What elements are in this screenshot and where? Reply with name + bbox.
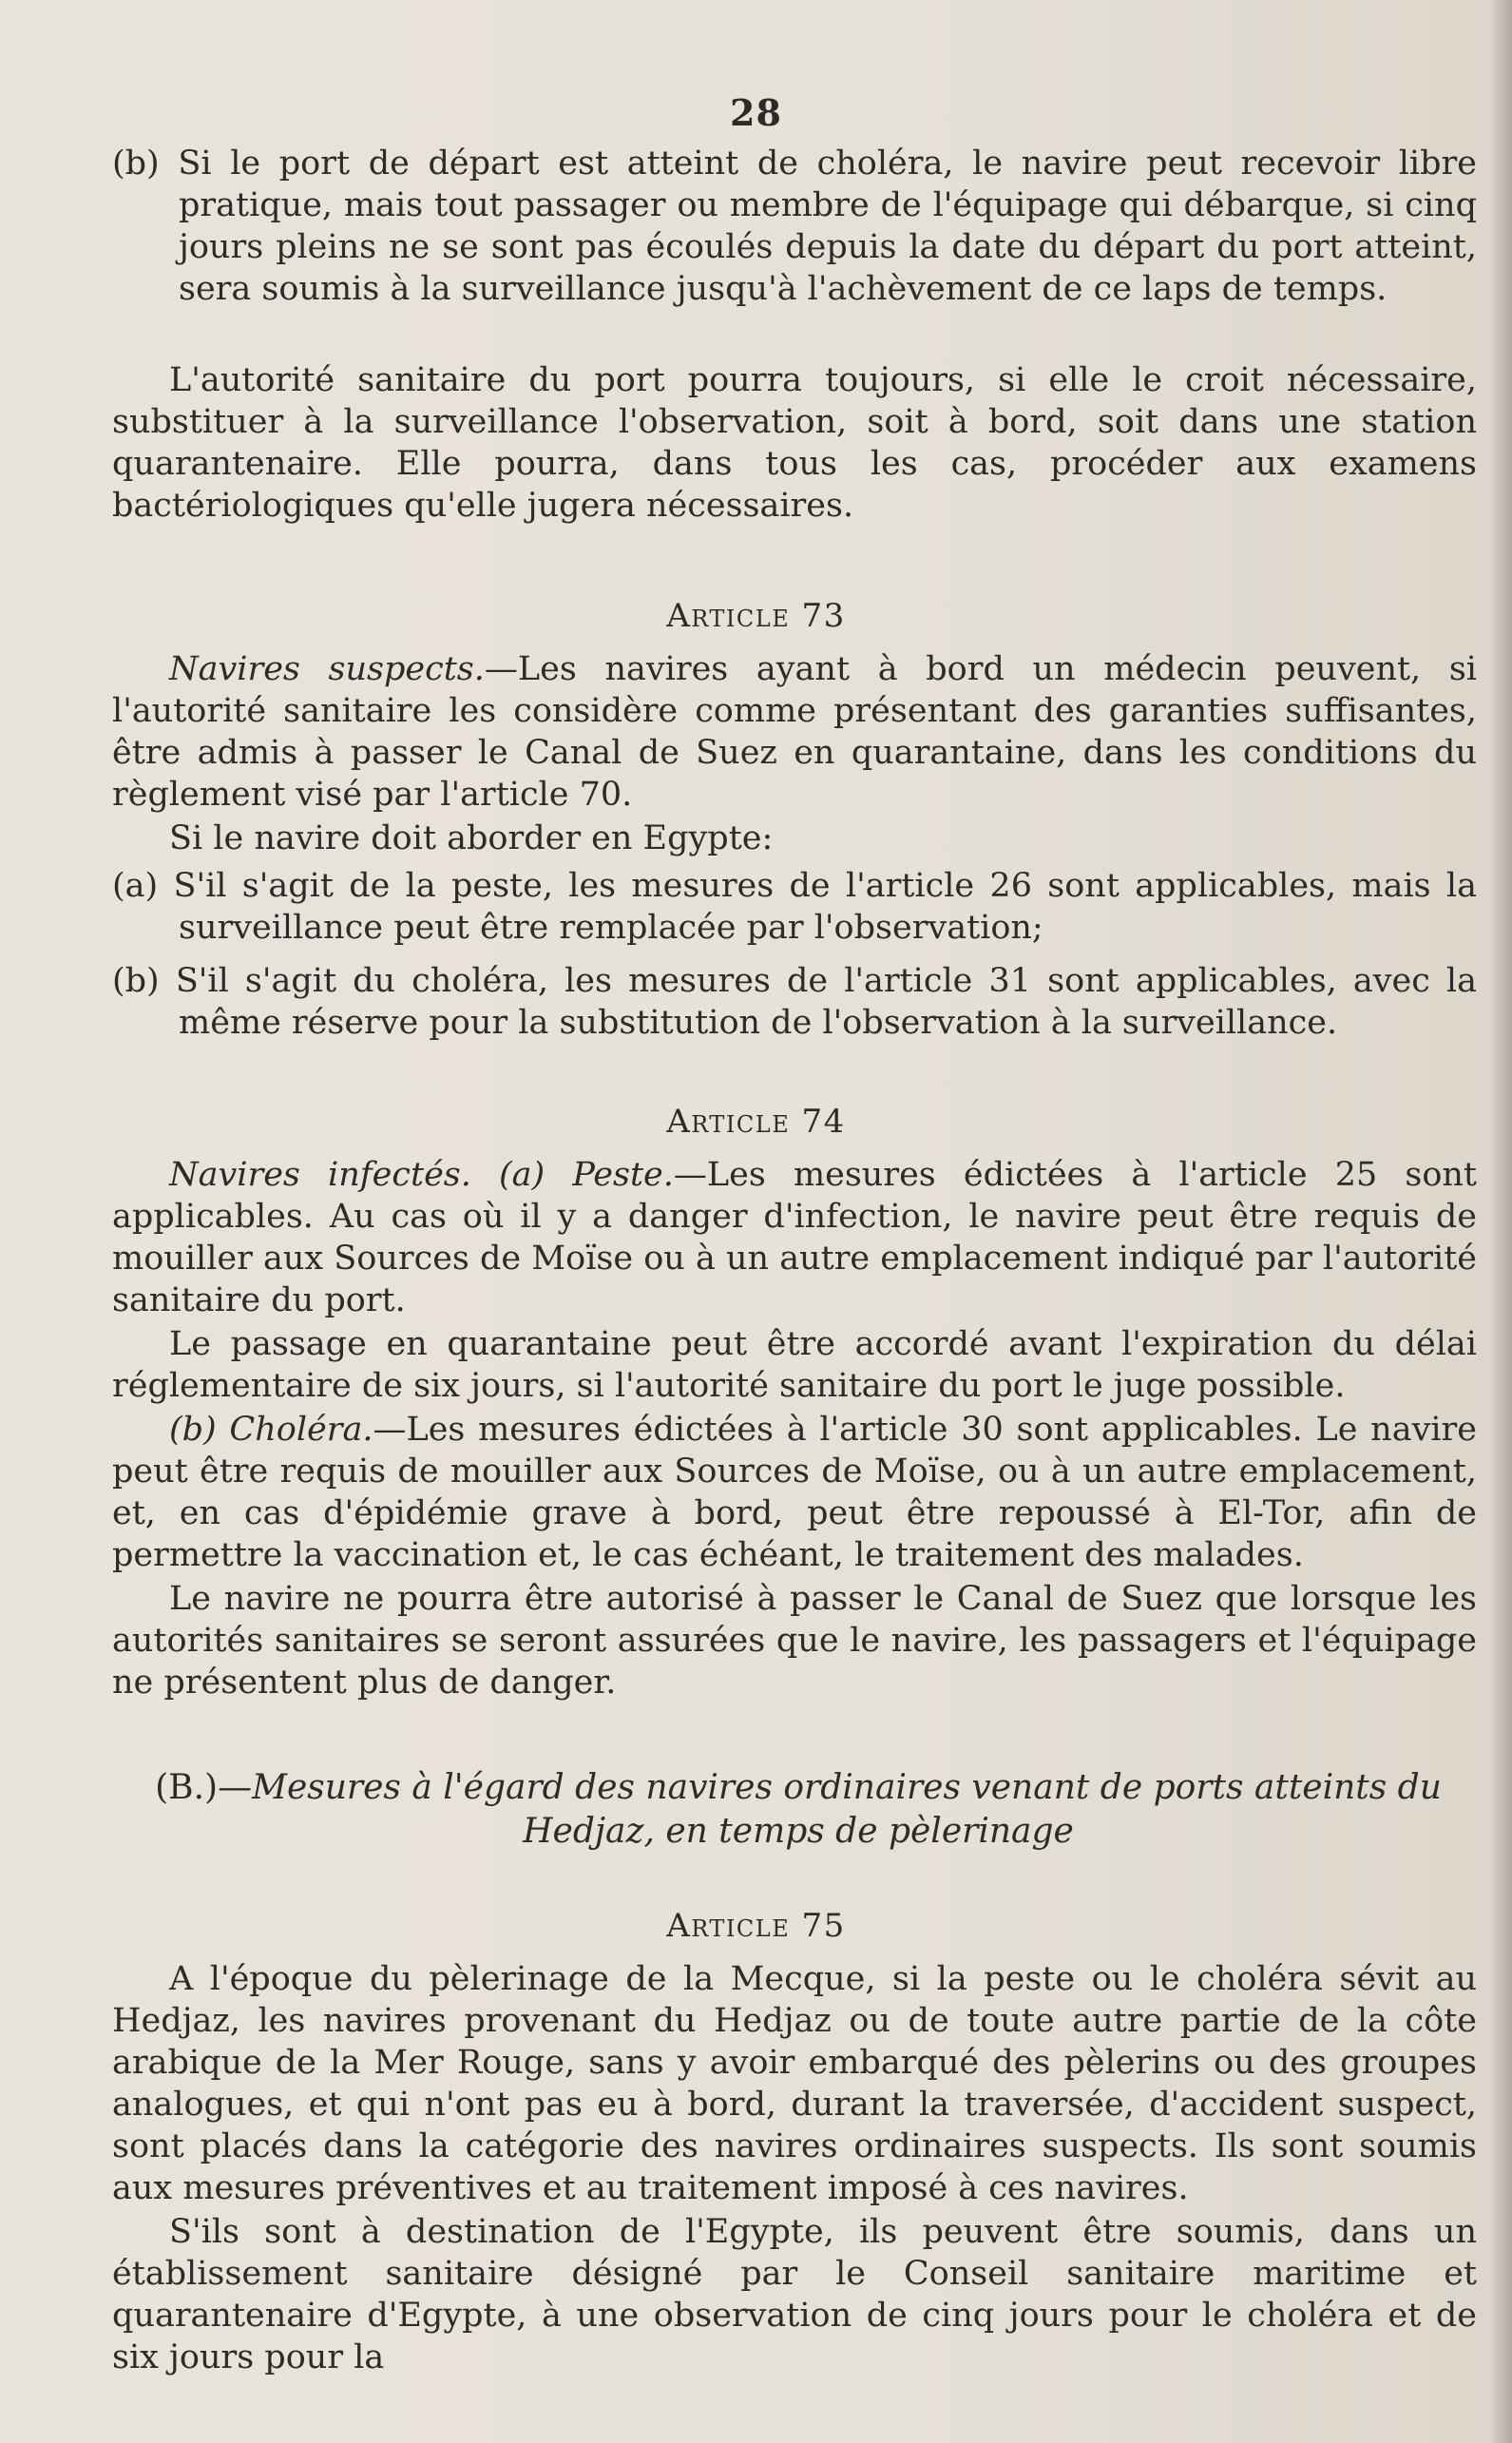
paragraph-sub-lead: (b) Choléra. (169, 1411, 373, 1449)
paragraph-cholera-departure (112, 143, 1477, 310)
paragraph-infected-ships (112, 1154, 1477, 1321)
paragraph-lead: Navires suspects. (169, 650, 485, 688)
article-75-heading: Article 75 (666, 1907, 846, 1945)
article-73-heading: Article 73 (666, 597, 846, 635)
paragraph-pilgrimage-period (112, 1958, 1477, 2209)
paragraph-text: A l'époque du pèlerinage de la Mecque, si la peste ou le choléra sévit au Hedjaz, les navires provenant du Hedjaz ou de toute autre partie de la côte arabique de la Mer Rouge, sans y avoir embarqué des pèlerins ou des groupes analogues, et qui n'ont pas eu à bord, durant la traversée, d'accident suspect, sont placés dans la catégorie des navires ordinaires suspects. Ils sont soumis aux mesures préventives et au traitement imposé à ces navires. (112, 1960, 1477, 2207)
page-edge-shadow (1489, 0, 1512, 2443)
paragraph-text: Le passage en quarantaine peut être accordé avant l'expiration du délai réglementaire de six jours, si l'autorité sanitaire du port le juge possible. (112, 1325, 1477, 1405)
section-label: (B.) (155, 1768, 219, 1807)
paragraph-quarantine-passage (112, 1323, 1477, 1407)
paragraph-text: Si le navire doit aborder en Egypte: (169, 819, 774, 857)
paragraph-if-egypt (112, 818, 1477, 859)
paragraph-cholera-measures (112, 960, 1477, 1044)
paragraph-text: S'ils sont à destination de l'Egypte, ils peuvent être soumis, dans un établissement sanitaire désigné par le Conseil sanitaire maritime et quarantenaire d'Egypte, à une observation de cinq jours pour le choléra et de six jours pour la (112, 2213, 1477, 2376)
item-label-b: (b) (112, 962, 160, 1000)
paragraph-text: L'autorité sanitaire du port pourra toujours, si elle le croit nécessaire, substituer à la surveillance l'observation, soit à bord, soit dans une station quarantenaire. Elle pourra, dans tous les cas, procéder aux examens bactériologiques qu'elle jugera nécessaires. (112, 361, 1477, 525)
paragraph-suez-passage (112, 1578, 1477, 1703)
paragraph-sub-lead: (a) Peste. (499, 1156, 674, 1194)
section-b-heading (143, 1766, 1454, 1854)
paragraph-suspect-ships (112, 648, 1477, 816)
paragraph-lead: Navires infectés. (169, 1156, 471, 1194)
paragraph-text: Le navire ne pourra être autorisé à passer le Canal de Suez que lorsque les autorités sanitaires se seront assurées que le navire, les passagers et l'équipage ne présentent plus de danger. (112, 1580, 1477, 1702)
paragraph-sanitary-authority (112, 359, 1477, 527)
paragraph-text: Si le port de départ est atteint de choléra, le navire peut recevoir libre pratique, mais tout passager ou membre de l'équipage qui débarque, si cinq jours pleins ne se sont pas écoulés depuis la date du départ du port atteint, sera soumis à la surveillance jusqu'à l'achèvement de ce laps de temps. (178, 144, 1477, 308)
paragraph-text: —Les mesures édictées à l'article 25 sont applicables. Au cas où il y a danger d'infection, le navire peut être requis de mouiller aux Sources de Moïse ou à un autre emplacement indiqué par l'autorité sanitaire du port. (112, 1156, 1478, 1319)
paragraph-text: —Les mesures édictées à l'article 30 sont applicables. Le navire peut être requis de mouiller aux Sources de Moïse, ou à un autre emplacement, et, en cas d'épidémie grave à bord, peut être repoussé à El-Tor, afin de permettre la vaccination et, le cas échéant, le traitement des malades. (112, 1411, 1477, 1574)
paragraph-egypt-destination (112, 2211, 1477, 2378)
paragraph-text: S'il s'agit de la peste, les mesures de l'article 26 sont applicables, mais la surveillance peut être remplacée par l'observation; (173, 867, 1477, 947)
item-label-a: (a) (112, 867, 159, 905)
article-74-heading: Article 74 (666, 1103, 846, 1141)
paragraph-plague-measures (112, 865, 1477, 949)
page-number: 28 (730, 91, 782, 134)
section-title: —Mesures à l'égard des navires ordinaires venant de ports atteints du Hedjaz, en temps de pèlerinage (218, 1768, 1442, 1851)
paragraph-cholera-infected (112, 1409, 1477, 1576)
paragraph-text: —Les navires ayant à bord un médecin peuvent, si l'autorité sanitaire les considère comme présentant des garanties suffisantes, être admis à passer le Canal de Suez en quarantaine, dans les conditions du règlement visé par l'article 70. (112, 650, 1478, 814)
item-label-b: (b) (112, 144, 160, 183)
paragraph-text: S'il s'agit du choléra, les mesures de l'article 31 sont applicables, avec la même réserve pour la substitution de l'observation à la surveillance. (175, 962, 1477, 1042)
